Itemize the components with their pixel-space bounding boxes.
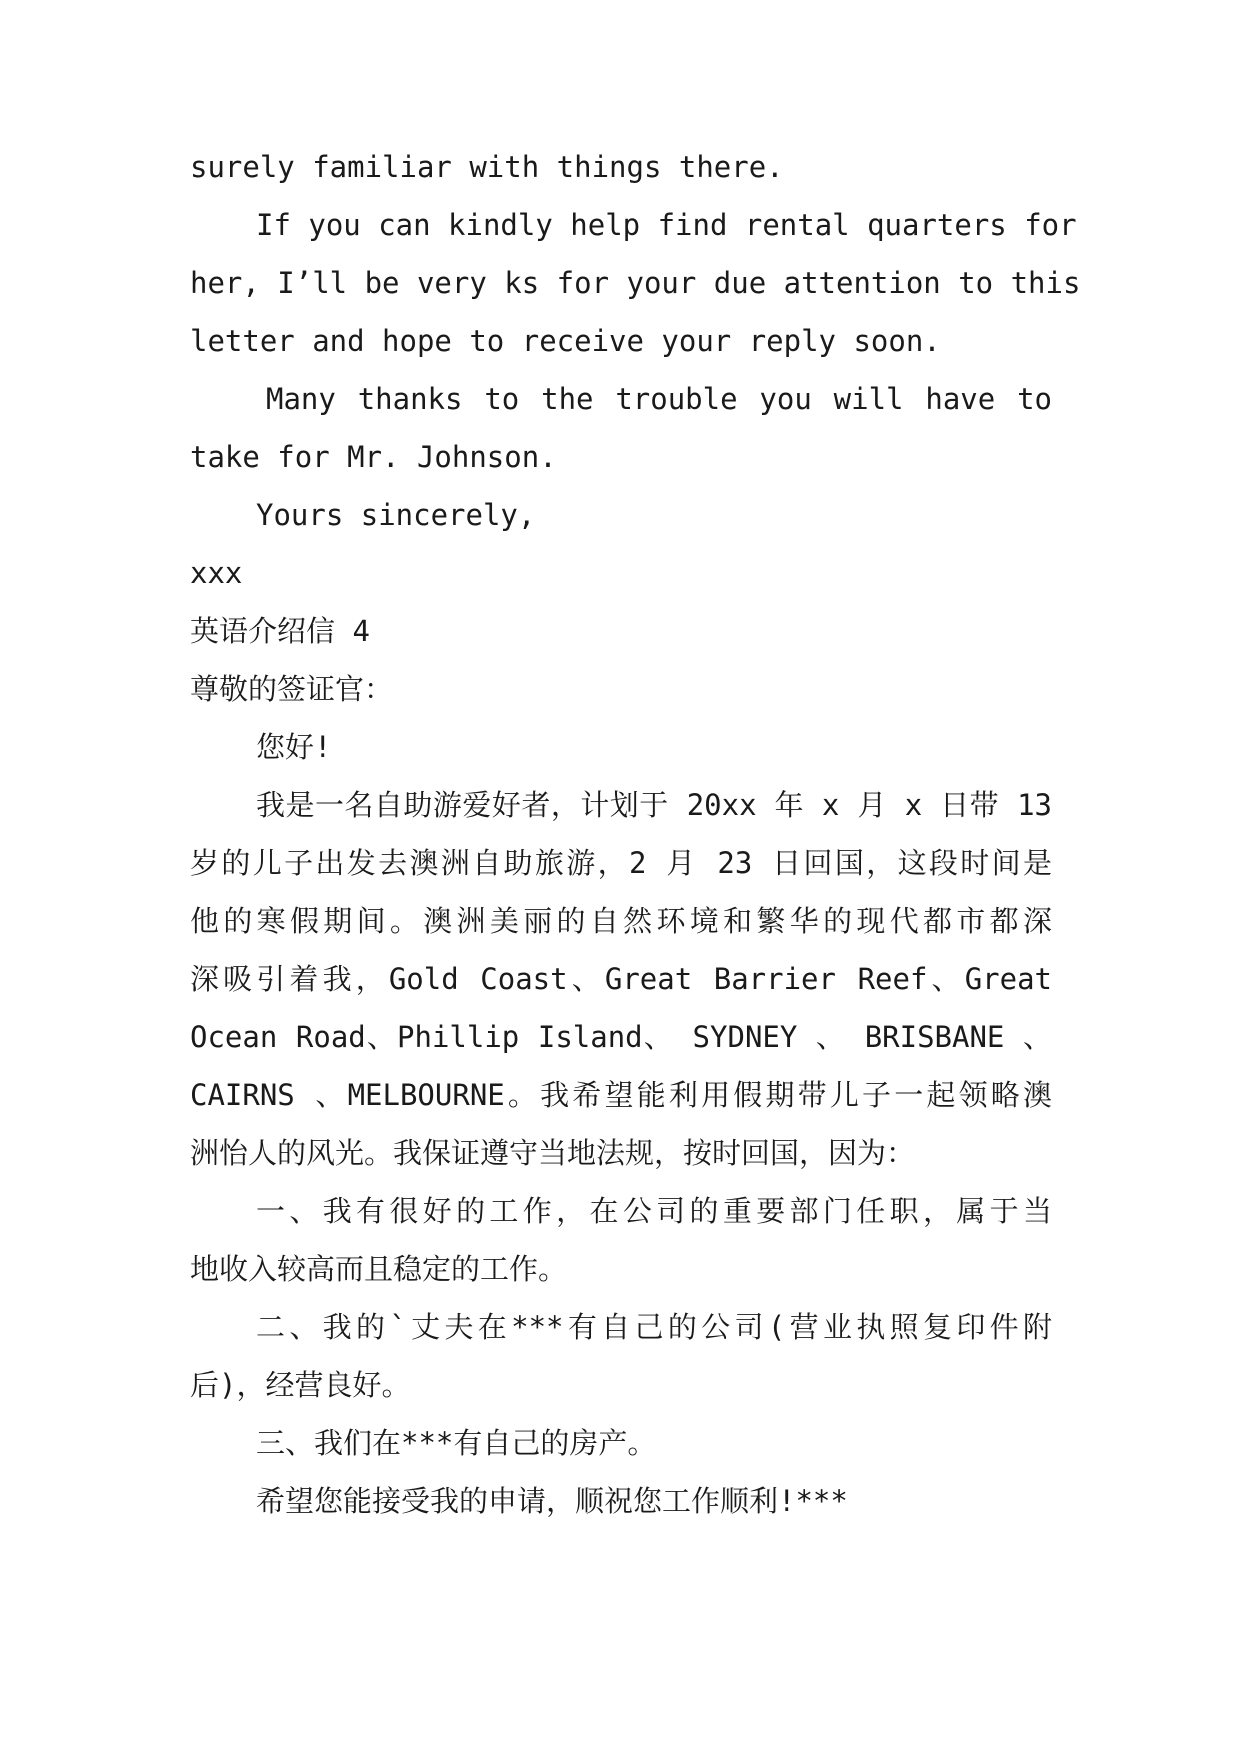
text-line: 三、我们在***有自己的房产。: [256, 1426, 657, 1460]
section-title-block: [190, 602, 1052, 660]
letter-signature: xxx: [190, 556, 243, 590]
text-line: 洲怡人的风光。我保证遵守当地法规，按时回国，因为：: [190, 1136, 916, 1170]
salutation: 尊敬的签证官：: [190, 672, 394, 706]
english-letter: [190, 138, 1081, 602]
text-line: letter and hope to receive your reply soon.: [190, 324, 941, 358]
text-line: 后)，经营良好。: [190, 1368, 411, 1402]
text-line: 深吸引着我，Gold Coast、Great Barrier Reef、Great: [190, 962, 1052, 996]
text-line: 地收入较高而且稳定的工作。: [190, 1252, 568, 1286]
text-line: take for Mr. Johnson.: [190, 440, 557, 474]
text-line: 岁的儿子出发去澳洲自助旅游，2 月 23 日回国，这段时间是: [190, 846, 1052, 880]
section-title: 英语介绍信 4: [190, 614, 370, 648]
text-line: 他的寒假期间。澳洲美丽的自然环境和繁华的现代都市都深: [190, 904, 1052, 938]
text-line: If you can kindly help find rental quarters for: [256, 208, 1077, 242]
letter-closing: Yours sincerely,: [256, 498, 536, 532]
text-line: 二、我的`丈夫在***有自己的公司(营业执照复印件附: [256, 1310, 1052, 1344]
text-line: her, I’ll be very ks for your due attention to this: [190, 266, 1081, 300]
text-line: Many thanks to the trouble you will have to: [266, 382, 1052, 416]
text-line: CAIRNS 、MELBOURNE。我希望能利用假期带儿子一起领略澳: [190, 1078, 1052, 1112]
letter-closing: 希望您能接受我的申请，顺祝您工作顺利!***: [256, 1484, 848, 1518]
text-line: Ocean Road、Phillip Island、 SYDNEY 、 BRISBANE 、: [190, 1020, 1052, 1054]
chinese-letter: [190, 660, 1052, 1530]
text-line: surely familiar with things there.: [190, 150, 784, 184]
text-line: 一、我有很好的工作，在公司的重要部门任职，属于当: [256, 1194, 1052, 1228]
greeting: 您好!: [256, 730, 332, 764]
text-line: 我是一名自助游爱好者，计划于 20xx 年 x 月 x 日带 13: [256, 788, 1052, 822]
